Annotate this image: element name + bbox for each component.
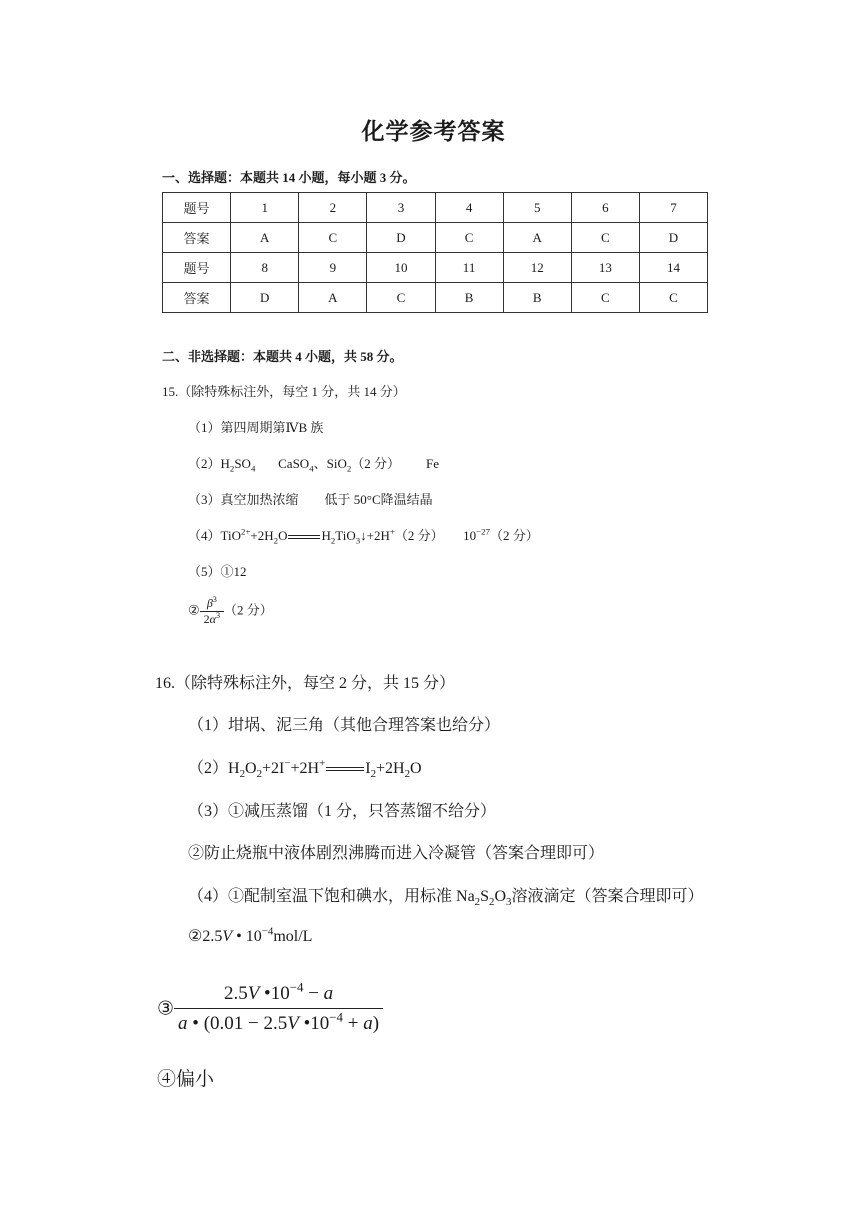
answer-table [162,192,708,313]
q15-answer-3: （3）真空加热浓缩 低于 50°C降温结晶 [188,492,433,507]
q16-answer-4: （4）①配制室温下饱和碘水，用标准 $Na_2S_2O_3$溶液滴定（答案合理即可） [188,888,704,909]
q16-answer-2: $(2)H_2O_2+2I^-+2H^+$ $I_2+2H_2O$ [188,757,422,781]
q15-answer-5b: ② $\frac{\beta^3}{2\alpha^3}$ （2 分） [188,595,273,626]
table-cell: 1 [231,193,299,223]
table-cell: 6 [571,193,639,223]
table-row [163,193,708,223]
table-cell: D [231,283,299,313]
table-cell: A [503,223,571,253]
table-cell: C [299,223,367,253]
table-row [163,253,708,283]
table-cell: 9 [299,253,367,283]
table-row-header: 题号 [163,253,231,283]
table-cell: B [435,283,503,313]
table-cell: B [503,283,571,313]
table-cell: 3 [367,193,435,223]
section2-heading: 二、非选择题：本题共 4 小题，共 58 分。 [162,349,403,364]
q16-answer-4c: ③ $\frac{2.5V •10^{-4} - a}{a • (0.01 - 2.5V •10^{-4} + a)}$ [157,983,383,1035]
table-row [163,283,708,313]
q16-answer-4d: ④偏小 [157,1069,215,1090]
table-cell: A [299,283,367,313]
section1-heading: 一、选择题：本题共 14 小题，每小题 3 分。 [162,170,416,185]
q16-header: 16.（除特殊标注外，每空 2 分，共 15 分） [155,675,456,692]
table-cell: 2 [299,193,367,223]
q16-answer-4b: ②2.5V • $10^{-4}mol/L$ [188,925,313,945]
table-cell: 8 [231,253,299,283]
q15-header: 15.（除特殊标注外，每空 1 分，共 14 分） [162,384,406,399]
q15-answer-1: （1）第四周期第ⅣB 族 [188,420,324,435]
page-title: 化学参考答案 [361,119,506,144]
table-cell: C [571,223,639,253]
table-cell: 10 [367,253,435,283]
table-cell: 7 [639,193,707,223]
table-row-header: 题号 [163,193,231,223]
table-cell: 14 [639,253,707,283]
table-row [163,223,708,253]
q16-answer-3b: ②防止烧瓶中液体剧烈沸腾而进入冷凝管（答案合理即可） [188,845,605,862]
table-cell: C [435,223,503,253]
table-cell: 11 [435,253,503,283]
table-cell: 12 [503,253,571,283]
q15-answer-4: $(4)TiO^{2+}+2H_2O$ $H_2TiO_3↓+2H^+(2$ 分） $10^{-27}(2$ 分） [188,526,539,546]
table-row-header: 答案 [163,283,231,313]
table-cell: C [571,283,639,313]
table-cell: 5 [503,193,571,223]
table-row-header: 答案 [163,223,231,253]
table-cell: C [367,283,435,313]
table-cell: D [367,223,435,253]
table-cell: C [639,283,707,313]
q15-answer-2: $(2)H_2SO_4$ CaSO$_4$、SiO$_2$（2 分） Fe [188,456,440,474]
q16-answer-3: （3）①减压蒸馏（1 分，只答蒸馏不给分） [188,803,497,820]
q15-answer-5: （5）①12 [188,564,247,579]
table-cell: A [231,223,299,253]
table-cell: D [639,223,707,253]
table-cell: 4 [435,193,503,223]
table-cell: 13 [571,253,639,283]
q16-answer-1: （1）坩埚、泥三角（其他合理答案也给分） [188,717,501,734]
